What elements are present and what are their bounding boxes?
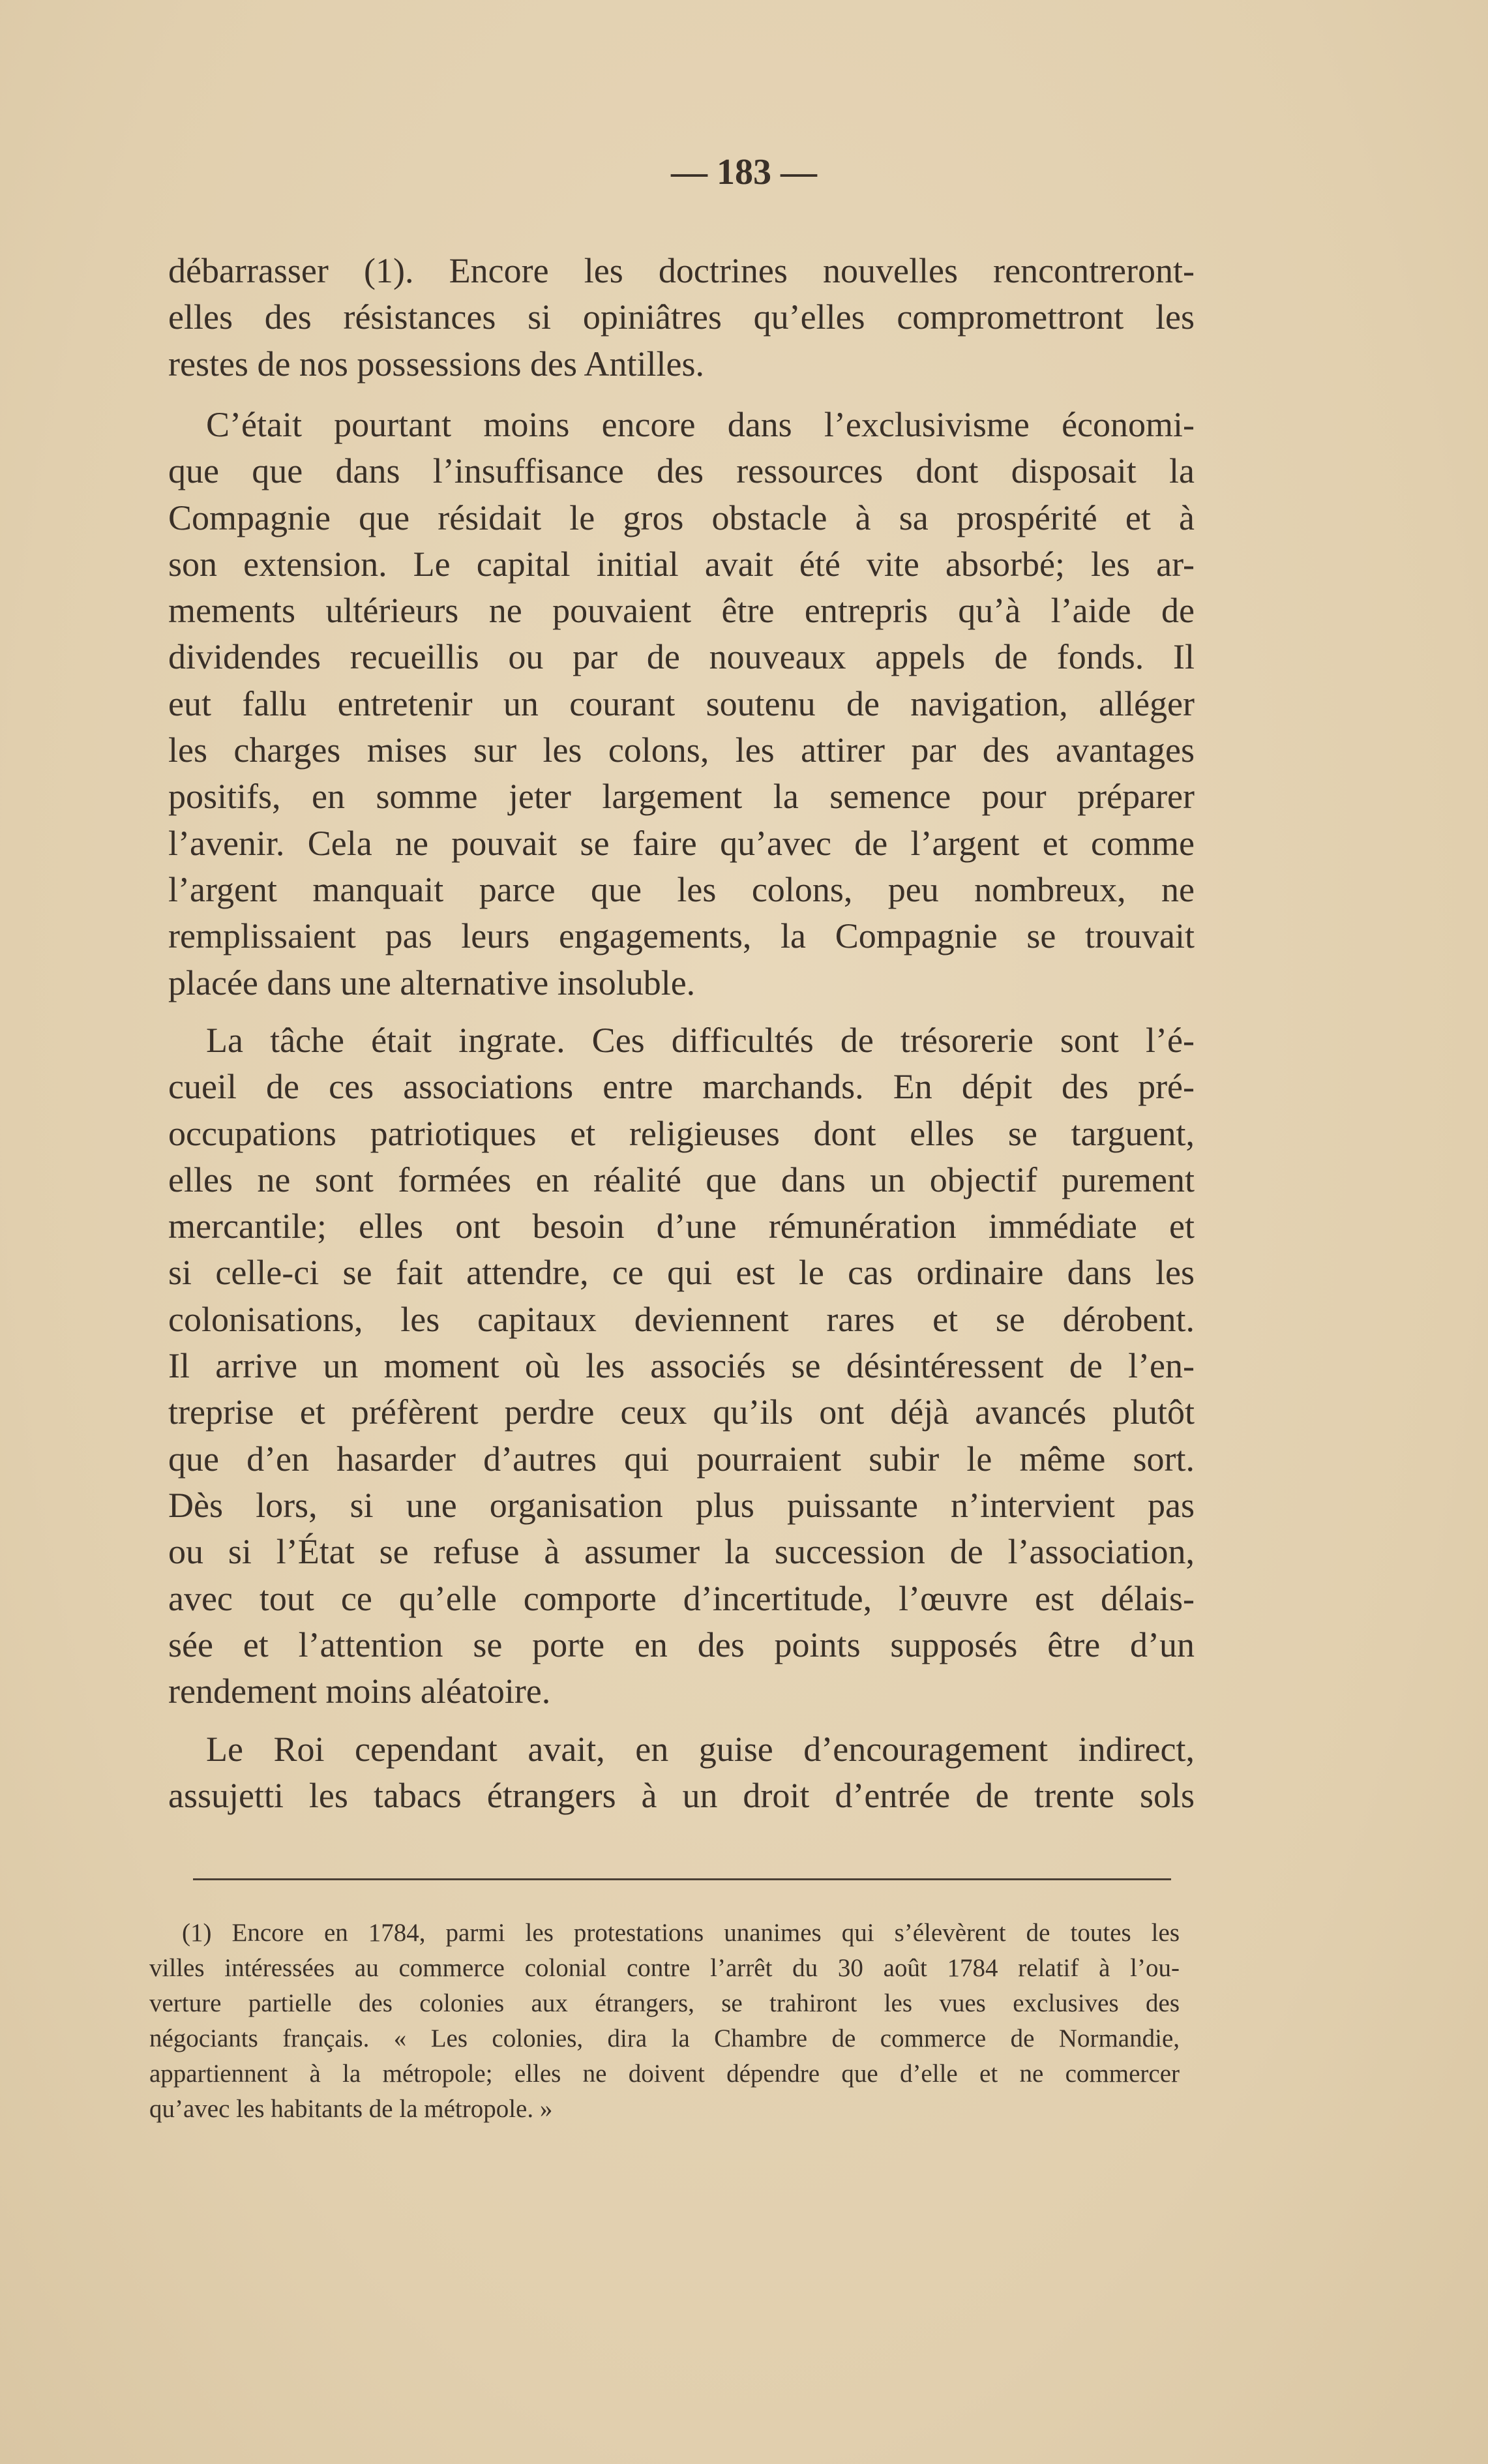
paragraph-3 <box>168 1017 1195 1715</box>
text-line: colonisations, les capitaux deviennent rares et se dérobent. <box>168 1299 1195 1339</box>
text-line: Compagnie que résidait le gros obstacle à sa prospérité et à <box>168 498 1195 537</box>
text-line: ou si l’État se refuse à assumer la succession de l’association, <box>168 1532 1195 1572</box>
footnote-line: villes intéressées au commerce colonial contre l’arrêt du 30 août 1784 relatif à l’ou- <box>149 1954 1180 1982</box>
page-number: — 183 — <box>671 152 817 192</box>
text-line: rendement moins aléatoire. <box>168 1672 551 1711</box>
text-line: C’était pourtant moins encore dans l’exclusivisme économi- <box>206 405 1195 444</box>
text-line: avec tout ce qu’elle comporte d’incertitude, l’œuvre est délais- <box>168 1578 1195 1618</box>
text-line: elles ne sont formées en réalité que dans un objectif purement <box>168 1160 1195 1199</box>
text-line: sée et l’attention se porte en des points supposés être d’un <box>168 1625 1195 1664</box>
text-line: remplissaient pas leurs engagements, la Compagnie se trouvait <box>168 916 1195 956</box>
footnote-separator <box>193 1878 1171 1880</box>
footnote-line: verture partielle des colonies aux étrangers, se trahiront les vues exclusives des <box>149 1989 1180 2017</box>
text-line: elles des résistances si opiniâtres qu’elles compromettront les <box>168 297 1195 337</box>
text-line: si celle-ci se fait attendre, ce qui est le cas ordinaire dans les <box>168 1253 1195 1293</box>
text-line: les charges mises sur les colons, les attirer par des avantages <box>168 730 1195 770</box>
text-line: l’argent manquait parce que les colons, peu nombreux, ne <box>168 869 1195 909</box>
text-line: dividendes recueillis ou par de nouveaux appels de fonds. Il <box>168 637 1195 677</box>
text-line: eut fallu entretenir un courant soutenu de navigation, alléger <box>168 684 1195 723</box>
paragraph-2 <box>168 402 1195 1006</box>
text-line: l’avenir. Cela ne pouvait se faire qu’avec de l’argent et comme <box>168 823 1195 863</box>
text-line: assujetti les tabacs étrangers à un droit d’entrée de trente sols <box>168 1776 1195 1816</box>
text-line: restes de nos possessions des Antilles. <box>168 344 704 383</box>
text-line: débarrasser (1). Encore les doctrines nouvelles rencontreront- <box>168 251 1195 290</box>
text-line: cueil de ces associations entre marchands. En dépit des pré- <box>168 1067 1195 1107</box>
text-line: Dès lors, si une organisation plus puissante n’intervient pas <box>168 1485 1195 1525</box>
text-line: La tâche était ingrate. Ces difficultés de trésorerie sont l’é- <box>206 1021 1195 1060</box>
footnote-line: (1) Encore en 1784, parmi les protestations unanimes qui s’élevèrent de toutes les <box>182 1919 1180 1947</box>
text-line: son extension. Le capital initial avait été vite absorbé; les ar- <box>168 544 1195 584</box>
paragraph-4 <box>168 1726 1195 1820</box>
text-line: Le Roi cependant avait, en guise d’encouragement indirect, <box>206 1730 1195 1769</box>
text-line: Il arrive un moment où les associés se désintéressent de l’en- <box>168 1346 1195 1386</box>
paragraph-1 <box>168 248 1195 387</box>
text-line: mercantile; elles ont besoin d’une rémunération immédiate et <box>168 1207 1195 1246</box>
footnote <box>149 1916 1180 2127</box>
text-line: placée dans une alternative insoluble. <box>168 963 696 1002</box>
text-line: treprise et préfèrent perdre ceux qu’ils ont déjà avancés plutôt <box>168 1392 1195 1432</box>
text-line: mements ultérieurs ne pouvaient être entrepris qu’à l’aide de <box>168 591 1195 631</box>
footnote-line: qu’avec les habitants de la métropole. » <box>149 2095 553 2123</box>
footnote-line: négociants français. « Les colonies, dira la Chambre de commerce de Normandie, <box>149 2024 1180 2052</box>
text-line: que d’en hasarder d’autres qui pourraient subir le même sort. <box>168 1439 1195 1479</box>
footnote-line: appartiennent à la métropole; elles ne doivent dépendre que d’elle et ne commercer <box>149 2060 1180 2088</box>
text-line: positifs, en somme jeter largement la semence pour préparer <box>168 777 1195 817</box>
text-line: que que dans l’insuffisance des ressources dont disposait la <box>168 451 1195 491</box>
text-line: occupations patriotiques et religieuses dont elles se targuent, <box>168 1113 1195 1153</box>
